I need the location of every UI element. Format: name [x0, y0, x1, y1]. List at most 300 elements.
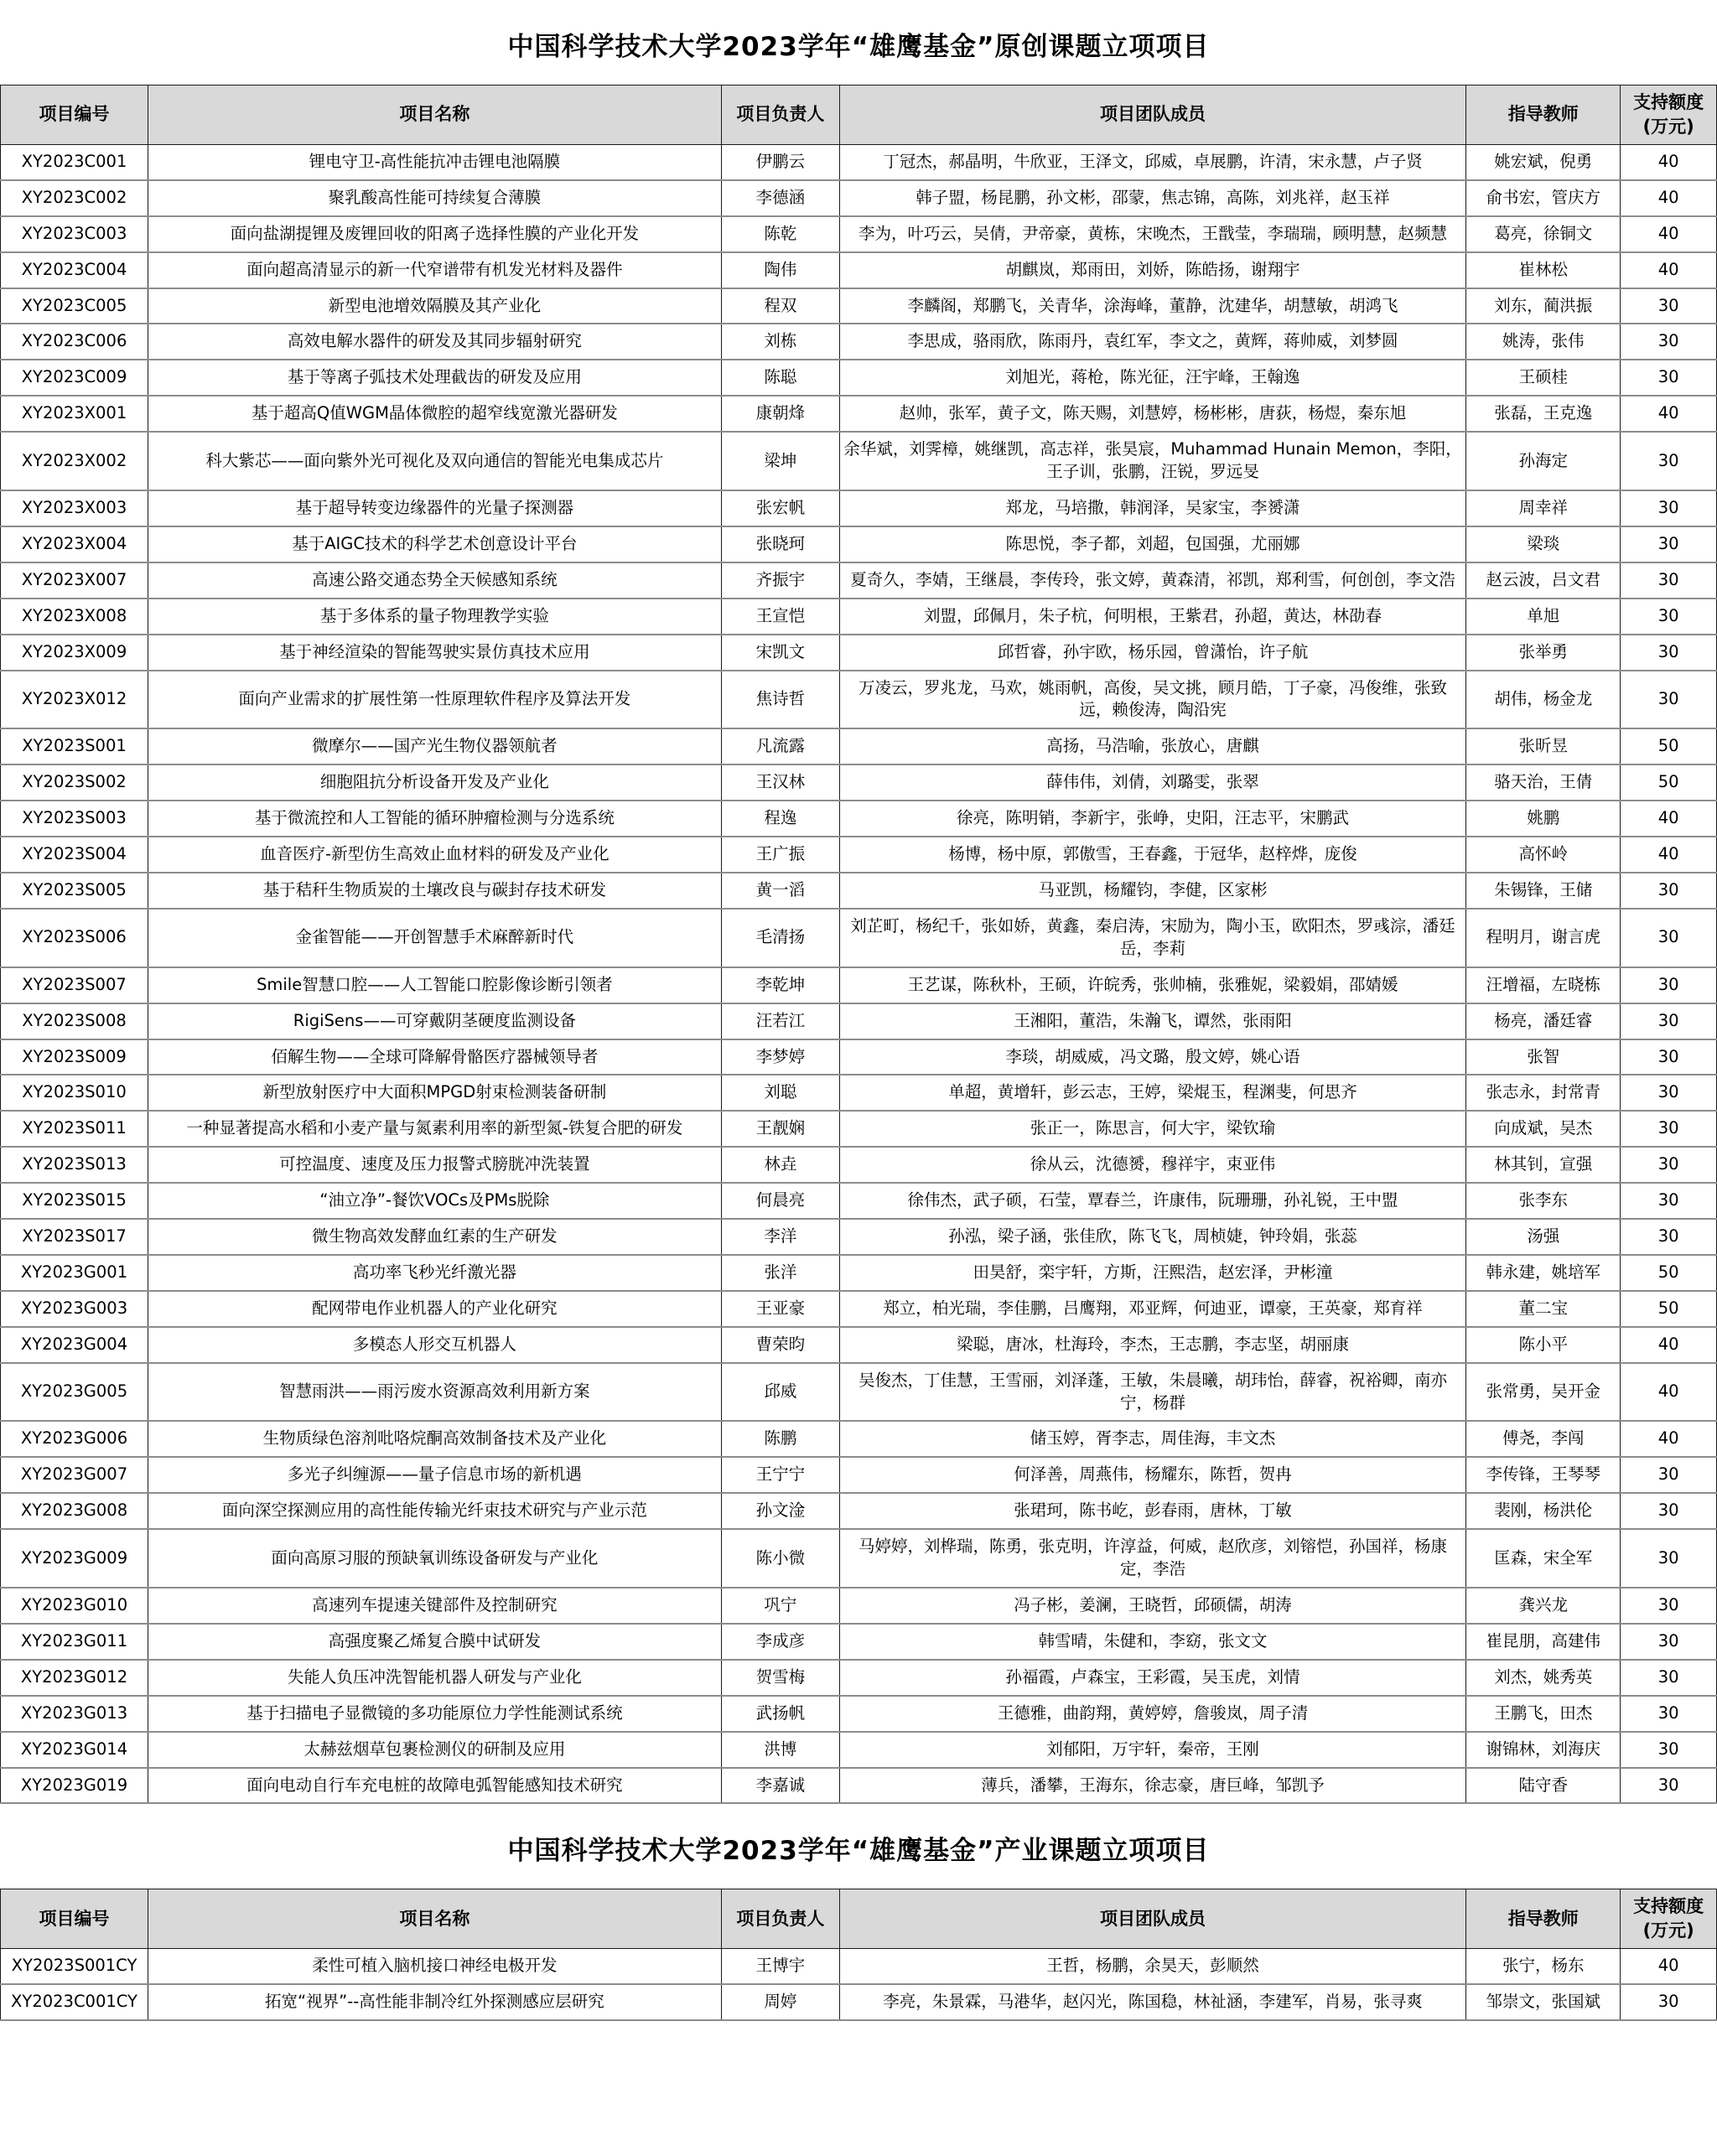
table2-title: 中国科学技术大学2023学年“雄鹰基金”产业课题立项项目 — [507, 1836, 1210, 1867]
header-project-id: 项目编号 — [1, 86, 148, 145]
cell-project-leader: 曹荣昀 — [721, 1327, 839, 1363]
cell-project-id: XY2023X002 — [1, 432, 148, 490]
cell-team-members: 单超，黄增轩，彭云志，王婷，梁焜玉，程渊斐，何思齐 — [839, 1075, 1465, 1111]
cell-advisor: 裴刚，杨洪伦 — [1466, 1493, 1621, 1529]
cell-project-leader: 陈乾 — [721, 216, 839, 252]
cell-project-leader: 李梦婷 — [721, 1039, 839, 1075]
cell-project-leader: 汪若江 — [721, 1003, 839, 1039]
table-row — [1, 837, 1717, 873]
table-row — [1, 1732, 1717, 1768]
cell-project-name: 面向超高清显示的新一代窄谱带有机发光材料及器件 — [148, 252, 722, 288]
cell-project-id: XY2023X008 — [1, 599, 148, 635]
cell-team-members: 万凌云，罗兆龙，马欢，姚雨帆，高俊，吴文挑，顾月皓，丁子豪，冯俊维，张致远，赖俊涛，陶沿宪 — [839, 671, 1465, 729]
cell-project-id: XY2023S002 — [1, 764, 148, 801]
cell-support-amount: 40 — [1621, 1327, 1717, 1363]
table-row — [1, 764, 1717, 801]
header-project-name: 项目名称 — [148, 86, 722, 145]
table-row — [1, 801, 1717, 837]
cell-advisor: 程明月，谢言虎 — [1466, 909, 1621, 967]
cell-project-leader: 康朝烽 — [721, 396, 839, 432]
cell-support-amount: 30 — [1621, 1219, 1717, 1255]
cell-team-members: 高扬，马浩喻，张放心，唐麒 — [839, 728, 1465, 764]
cell-project-name: 柔性可植入脑机接口神经电极开发 — [148, 1949, 722, 1984]
cell-advisor: 王硕桂 — [1466, 360, 1621, 396]
cell-support-amount: 30 — [1621, 1768, 1717, 1804]
table-row — [1, 526, 1717, 562]
cell-support-amount: 40 — [1621, 180, 1717, 216]
cell-project-id: XY2023S009 — [1, 1039, 148, 1075]
cell-project-id: XY2023C002 — [1, 180, 148, 216]
cell-project-leader: 贺雪梅 — [721, 1660, 839, 1696]
cell-advisor: 向成斌，吴杰 — [1466, 1111, 1621, 1147]
cell-project-name: “油立净”-餐饮VOCs及PMs脱除 — [148, 1183, 722, 1219]
table-row — [1, 1255, 1717, 1291]
cell-team-members: 赵帅，张军，黄子文，陈天赐，刘慧婷，杨彬彬，唐荻，杨煜，秦东旭 — [839, 396, 1465, 432]
cell-team-members: 吴俊杰，丁佳慧，王雪丽，刘泽蓬，王敏，朱晨曦，胡玮怡，薛睿，祝裕卿，南亦宁，杨群 — [839, 1363, 1465, 1422]
cell-project-name: 拓宽“视界”--高性能非制冷红外探测感应层研究 — [148, 1984, 722, 2020]
cell-support-amount: 30 — [1621, 562, 1717, 599]
cell-advisor: 崔昆朋，高建伟 — [1466, 1624, 1621, 1660]
cell-advisor: 孙海定 — [1466, 432, 1621, 490]
cell-advisor: 王鹏飞，田杰 — [1466, 1696, 1621, 1732]
cell-project-leader: 伊鹏云 — [721, 144, 839, 179]
cell-project-id: XY2023C005 — [1, 288, 148, 324]
cell-project-name: 血音医疗-新型仿生高效止血材料的研发及产业化 — [148, 837, 722, 873]
cell-project-id: XY2023C004 — [1, 252, 148, 288]
cell-project-id: XY2023X003 — [1, 490, 148, 526]
cell-project-id: XY2023S004 — [1, 837, 148, 873]
header-advisor: 指导教师 — [1466, 1889, 1621, 1949]
cell-project-leader: 邱威 — [721, 1363, 839, 1422]
cell-project-name: 高强度聚乙烯复合膜中试研发 — [148, 1624, 722, 1660]
table-row — [1, 216, 1717, 252]
cell-support-amount: 30 — [1621, 1588, 1717, 1624]
cell-project-id: XY2023G001 — [1, 1255, 148, 1291]
cell-team-members: 冯子彬，姜澜，王晓哲，邱硕儒，胡涛 — [839, 1588, 1465, 1624]
cell-project-name: 高功率飞秒光纤激光器 — [148, 1255, 722, 1291]
cell-project-name: 微生物高效发酵血红素的生产研发 — [148, 1219, 722, 1255]
table-row — [1, 1660, 1717, 1696]
cell-advisor: 匡森，宋全军 — [1466, 1529, 1621, 1588]
cell-project-name: 面向深空探测应用的高性能传输光纤束技术研究与产业示范 — [148, 1493, 722, 1529]
cell-team-members: 丁冠杰，郝晶明，牛欣亚，王泽文，邱威，卓展鹏，许清，宋永慧，卢子贤 — [839, 144, 1465, 179]
cell-advisor: 张举勇 — [1466, 635, 1621, 671]
cell-project-leader: 宋凯文 — [721, 635, 839, 671]
cell-project-name: RigiSens——可穿戴阴茎硬度监测设备 — [148, 1003, 722, 1039]
cell-project-leader: 张晓珂 — [721, 526, 839, 562]
cell-project-leader: 刘栋 — [721, 324, 839, 360]
cell-support-amount: 30 — [1621, 599, 1717, 635]
cell-team-members: 王艺谋，陈秋朴，王硕，许皖秀，张帅楠，张雅妮，梁毅娟，邵婧媛 — [839, 967, 1465, 1003]
cell-team-members: 郑立，柏光瑞，李佳鹏，吕鹰翔，邓亚辉，何迪亚，谭豪，王英豪，郑育祥 — [839, 1291, 1465, 1327]
cell-team-members: 刘郁阳，万宇轩，秦帝，王刚 — [839, 1732, 1465, 1768]
header-project-leader: 项目负责人 — [721, 1889, 839, 1949]
cell-project-leader: 王宁宁 — [721, 1457, 839, 1493]
table-row — [1, 562, 1717, 599]
cell-team-members: 徐从云，沈德赟，穆祥宇，束亚伟 — [839, 1147, 1465, 1183]
table2-body — [1, 1949, 1717, 2020]
cell-team-members: 李思成，骆雨欣，陈雨丹，袁红军，李文之，黄辉，蒋帅威，刘梦圆 — [839, 324, 1465, 360]
cell-project-name: 面向高原习服的预缺氧训练设备研发与产业化 — [148, 1529, 722, 1588]
table-row — [1, 728, 1717, 764]
cell-team-members: 薄兵，潘攀，王海东，徐志豪，唐巨峰，邹凯予 — [839, 1768, 1465, 1804]
cell-team-members: 梁聪，唐冰，杜海玲，李杰，王志鹏，李志坚，胡丽康 — [839, 1327, 1465, 1363]
cell-support-amount: 30 — [1621, 360, 1717, 396]
cell-support-amount: 30 — [1621, 1732, 1717, 1768]
table-row — [1, 1147, 1717, 1183]
header-project-leader: 项目负责人 — [721, 86, 839, 145]
cell-support-amount: 30 — [1621, 1111, 1717, 1147]
cell-project-leader: 周婷 — [721, 1984, 839, 2020]
cell-project-leader: 陈聪 — [721, 360, 839, 396]
cell-project-name: 面向产业需求的扩展性第一性原理软件程序及算法开发 — [148, 671, 722, 729]
cell-advisor: 刘东，蔺洪振 — [1466, 288, 1621, 324]
cell-advisor: 葛亮，徐铜文 — [1466, 216, 1621, 252]
cell-project-id: XY2023X007 — [1, 562, 148, 599]
cell-advisor: 陈小平 — [1466, 1327, 1621, 1363]
cell-project-name: 金雀智能——开创智慧手术麻醉新时代 — [148, 909, 722, 967]
table-row — [1, 1363, 1717, 1422]
table-row — [1, 1624, 1717, 1660]
cell-advisor: 李传锋，王琴琴 — [1466, 1457, 1621, 1493]
cell-support-amount: 30 — [1621, 324, 1717, 360]
cell-advisor: 单旭 — [1466, 599, 1621, 635]
table-row — [1, 1075, 1717, 1111]
cell-project-name: 细胞阻抗分析设备开发及产业化 — [148, 764, 722, 801]
cell-team-members: 韩雪晴，朱健和，李窈，张文文 — [839, 1624, 1465, 1660]
cell-support-amount: 40 — [1621, 144, 1717, 179]
cell-team-members: 王德雅，曲韵翔，黄婷婷，詹骏岚，周子清 — [839, 1696, 1465, 1732]
cell-advisor: 董二宝 — [1466, 1291, 1621, 1327]
table-row — [1, 599, 1717, 635]
cell-project-name: 多模态人形交互机器人 — [148, 1327, 722, 1363]
cell-project-leader: 李乾坤 — [721, 967, 839, 1003]
cell-team-members: 刘盟，邱佩月，朱子杭，何明根，王紫君，孙超，黄达，林劭春 — [839, 599, 1465, 635]
cell-support-amount: 30 — [1621, 288, 1717, 324]
cell-project-id: XY2023G013 — [1, 1696, 148, 1732]
cell-project-leader: 李成彦 — [721, 1624, 839, 1660]
cell-project-leader: 刘聪 — [721, 1075, 839, 1111]
cell-project-leader: 王广振 — [721, 837, 839, 873]
cell-team-members: 王湘阳，董浩，朱瀚飞，谭然，张雨阳 — [839, 1003, 1465, 1039]
cell-project-leader: 齐振宇 — [721, 562, 839, 599]
cell-team-members: 徐伟杰，武子硕，石莹，覃春兰，许康伟，阮珊珊，孙礼锐，王中盟 — [839, 1183, 1465, 1219]
cell-team-members: 余华斌，刘霁樟，姚继凯，高志祥，张昊宸，Muhammad Hunain Memon，李阳，王子训，张鹏，汪锐，罗远旻 — [839, 432, 1465, 490]
cell-advisor: 张昕昱 — [1466, 728, 1621, 764]
cell-project-id: XY2023G014 — [1, 1732, 148, 1768]
cell-project-name: 可控温度、速度及压力报警式膀胱冲洗装置 — [148, 1147, 722, 1183]
table-row — [1, 1421, 1717, 1457]
cell-advisor: 张宁，杨东 — [1466, 1949, 1621, 1984]
cell-project-id: XY2023S011 — [1, 1111, 148, 1147]
cell-advisor: 胡伟，杨金龙 — [1466, 671, 1621, 729]
cell-support-amount: 30 — [1621, 1660, 1717, 1696]
cell-support-amount: 50 — [1621, 764, 1717, 801]
table-row — [1, 873, 1717, 909]
cell-project-id: XY2023C001 — [1, 144, 148, 179]
cell-advisor: 姚涛，张伟 — [1466, 324, 1621, 360]
cell-support-amount: 30 — [1621, 526, 1717, 562]
cell-project-name: 高效电解水器件的研发及其同步辐射研究 — [148, 324, 722, 360]
cell-project-name: 生物质绿色溶剂吡咯烷酮高效制备技术及产业化 — [148, 1421, 722, 1457]
cell-project-leader: 巩宁 — [721, 1588, 839, 1624]
cell-project-leader: 王汉林 — [721, 764, 839, 801]
table-row — [1, 909, 1717, 967]
cell-project-id: XY2023C006 — [1, 324, 148, 360]
cell-project-id: XY2023G011 — [1, 1624, 148, 1660]
table-original-projects — [0, 85, 1717, 1804]
cell-project-leader: 李嘉诚 — [721, 1768, 839, 1804]
cell-advisor: 汤强 — [1466, 1219, 1621, 1255]
cell-project-id: XY2023G008 — [1, 1493, 148, 1529]
cell-advisor: 周幸祥 — [1466, 490, 1621, 526]
cell-project-name: 基于AIGC技术的科学艺术创意设计平台 — [148, 526, 722, 562]
cell-team-members: 王哲，杨鹏，余昊天，彭顺然 — [839, 1949, 1465, 1984]
cell-project-leader: 何晨亮 — [721, 1183, 839, 1219]
table-row — [1, 967, 1717, 1003]
cell-project-leader: 黄一滔 — [721, 873, 839, 909]
cell-project-name: 智慧雨洪——雨污废水资源高效利用新方案 — [148, 1363, 722, 1422]
cell-project-leader: 程逸 — [721, 801, 839, 837]
cell-project-leader: 林垚 — [721, 1147, 839, 1183]
cell-advisor: 姚鹏 — [1466, 801, 1621, 837]
cell-advisor: 梁琰 — [1466, 526, 1621, 562]
cell-project-id: XY2023G019 — [1, 1768, 148, 1804]
cell-project-id: XY2023G009 — [1, 1529, 148, 1588]
cell-advisor: 姚宏斌，倪勇 — [1466, 144, 1621, 179]
cell-team-members: 张珺珂，陈书屹，彭春雨，唐林，丁敏 — [839, 1493, 1465, 1529]
table-row — [1, 1219, 1717, 1255]
table-row — [1, 490, 1717, 526]
cell-advisor: 张磊，王克逸 — [1466, 396, 1621, 432]
cell-support-amount: 30 — [1621, 1183, 1717, 1219]
cell-support-amount: 30 — [1621, 635, 1717, 671]
table-row — [1, 1768, 1717, 1804]
cell-support-amount: 30 — [1621, 1457, 1717, 1493]
cell-advisor: 谢锦林，刘海庆 — [1466, 1732, 1621, 1768]
cell-project-name: Smile智慧口腔——人工智能口腔影像诊断引领者 — [148, 967, 722, 1003]
cell-support-amount: 30 — [1621, 1624, 1717, 1660]
cell-support-amount: 50 — [1621, 1291, 1717, 1327]
cell-project-leader: 张宏帆 — [721, 490, 839, 526]
header-support-amount: 支持额度(万元) — [1621, 1889, 1717, 1949]
table-row — [1, 1183, 1717, 1219]
table-row — [1, 1984, 1717, 2020]
cell-support-amount: 30 — [1621, 1696, 1717, 1732]
cell-support-amount: 40 — [1621, 216, 1717, 252]
cell-advisor: 张李东 — [1466, 1183, 1621, 1219]
table-row — [1, 1493, 1717, 1529]
cell-project-leader: 张洋 — [721, 1255, 839, 1291]
cell-support-amount: 30 — [1621, 909, 1717, 967]
cell-project-id: XY2023G010 — [1, 1588, 148, 1624]
table-row — [1, 360, 1717, 396]
cell-support-amount: 30 — [1621, 1003, 1717, 1039]
table1-header-row — [1, 86, 1717, 145]
table-row — [1, 1291, 1717, 1327]
cell-team-members: 马婷婷，刘桦瑞，陈勇，张克明，许淳益，何威，赵欣彦，刘镕恺，孙国祥，杨康定，李浩 — [839, 1529, 1465, 1588]
cell-project-leader: 孙文淦 — [721, 1493, 839, 1529]
cell-team-members: 邱哲睿，孙宇欧，杨乐园，曾潇怡，许子航 — [839, 635, 1465, 671]
cell-project-id: XY2023C009 — [1, 360, 148, 396]
cell-advisor: 张常勇，吴开金 — [1466, 1363, 1621, 1422]
cell-support-amount: 40 — [1621, 801, 1717, 837]
cell-team-members: 马亚凯，杨耀钧，李健，区家彬 — [839, 873, 1465, 909]
cell-support-amount: 30 — [1621, 1529, 1717, 1588]
cell-project-leader: 王亚豪 — [721, 1291, 839, 1327]
cell-project-id: XY2023S017 — [1, 1219, 148, 1255]
cell-project-name: 基于秸秆生物质炭的土壤改良与碳封存技术研发 — [148, 873, 722, 909]
cell-support-amount: 40 — [1621, 1421, 1717, 1457]
cell-project-id: XY2023S013 — [1, 1147, 148, 1183]
table-row — [1, 324, 1717, 360]
cell-project-name: 基于多体系的量子物理教学实验 — [148, 599, 722, 635]
table-industry-projects — [0, 1889, 1717, 2021]
table-row — [1, 432, 1717, 490]
cell-advisor: 朱锡锋，王储 — [1466, 873, 1621, 909]
cell-project-leader: 李洋 — [721, 1219, 839, 1255]
cell-advisor: 高怀岭 — [1466, 837, 1621, 873]
cell-project-id: XY2023S001 — [1, 728, 148, 764]
cell-project-name: 面向盐湖提锂及废锂回收的阳离子选择性膜的产业化开发 — [148, 216, 722, 252]
cell-project-name: 聚乳酸高性能可持续复合薄膜 — [148, 180, 722, 216]
cell-team-members: 李麟阁，郑鹏飞，关青华，涂海峰，董静，沈建华，胡慧敏，胡鸿飞 — [839, 288, 1465, 324]
cell-project-name: 新型电池增效隔膜及其产业化 — [148, 288, 722, 324]
cell-team-members: 孙福霞，卢森宝，王彩霞，吴玉虎，刘情 — [839, 1660, 1465, 1696]
cell-project-leader: 王靓娴 — [721, 1111, 839, 1147]
cell-team-members: 李亮，朱景霖，马港华，赵闪光，陈国稳，林祉涵，李建军，肖易，张寻爽 — [839, 1984, 1465, 2020]
cell-project-name: 配网带电作业机器人的产业化研究 — [148, 1291, 722, 1327]
cell-project-name: 基于等离子弧技术处理截齿的研发及应用 — [148, 360, 722, 396]
cell-team-members: 储玉婷，胥李志，周佳海，丰文杰 — [839, 1421, 1465, 1457]
cell-project-id: XY2023X001 — [1, 396, 148, 432]
cell-support-amount: 30 — [1621, 1984, 1717, 2020]
table-row — [1, 1696, 1717, 1732]
cell-project-leader: 陶伟 — [721, 252, 839, 288]
cell-project-name: 科大紫芯——面向紫外光可视化及双向通信的智能光电集成芯片 — [148, 432, 722, 490]
cell-advisor: 邹崇文，张国斌 — [1466, 1984, 1621, 2020]
cell-project-leader: 陈小微 — [721, 1529, 839, 1588]
header-team-members: 项目团队成员 — [839, 86, 1465, 145]
cell-project-name: 基于超导转变边缘器件的光量子探测器 — [148, 490, 722, 526]
cell-advisor: 杨亮，潘廷睿 — [1466, 1003, 1621, 1039]
cell-team-members: 徐亮，陈明销，李新宇，张峥，史阳，汪志平，宋鹏武 — [839, 801, 1465, 837]
header-team-members: 项目团队成员 — [839, 1889, 1465, 1949]
cell-support-amount: 30 — [1621, 1147, 1717, 1183]
cell-project-leader: 毛清扬 — [721, 909, 839, 967]
cell-project-id: XY2023S001CY — [1, 1949, 148, 1984]
cell-project-name: 微摩尔——国产光生物仪器领航者 — [148, 728, 722, 764]
cell-team-members: 何泽善，周燕伟，杨耀东，陈哲，贺冉 — [839, 1457, 1465, 1493]
cell-project-name: 基于神经渲染的智能驾驶实景仿真技术应用 — [148, 635, 722, 671]
table-row — [1, 252, 1717, 288]
cell-advisor: 韩永建，姚培军 — [1466, 1255, 1621, 1291]
cell-project-id: XY2023X012 — [1, 671, 148, 729]
cell-project-name: 基于扫描电子显微镜的多功能原位力学性能测试系统 — [148, 1696, 722, 1732]
cell-support-amount: 40 — [1621, 1363, 1717, 1422]
cell-project-name: 佰解生物——全球可降解骨骼医疗器械领导者 — [148, 1039, 722, 1075]
cell-support-amount: 30 — [1621, 432, 1717, 490]
cell-support-amount: 50 — [1621, 728, 1717, 764]
header-project-id: 项目编号 — [1, 1889, 148, 1949]
cell-project-id: XY2023G012 — [1, 1660, 148, 1696]
table-row — [1, 1039, 1717, 1075]
cell-support-amount: 30 — [1621, 1493, 1717, 1529]
cell-project-id: XY2023X009 — [1, 635, 148, 671]
cell-team-members: 张正一，陈思言，何大宇，梁钦瑜 — [839, 1111, 1465, 1147]
table-row — [1, 144, 1717, 179]
cell-project-name: 面向电动自行车充电桩的故障电弧智能感知技术研究 — [148, 1768, 722, 1804]
cell-project-id: XY2023S015 — [1, 1183, 148, 1219]
cell-project-leader: 洪博 — [721, 1732, 839, 1768]
cell-support-amount: 50 — [1621, 1255, 1717, 1291]
header-advisor: 指导教师 — [1466, 86, 1621, 145]
cell-team-members: 胡麒岚，郑雨田，刘娇，陈皓扬，谢翔宇 — [839, 252, 1465, 288]
cell-team-members: 杨博，杨中原，郭傲雪，王春鑫，于冠华，赵梓烨，庞俊 — [839, 837, 1465, 873]
cell-project-leader: 王博宇 — [721, 1949, 839, 1984]
cell-project-id: XY2023C001CY — [1, 1984, 148, 2020]
table-row — [1, 671, 1717, 729]
cell-project-id: XY2023S003 — [1, 801, 148, 837]
cell-team-members: 郑龙，马培撒，韩润泽，吴家宝，李赟潇 — [839, 490, 1465, 526]
cell-project-leader: 李德涵 — [721, 180, 839, 216]
cell-advisor: 赵云波，吕文君 — [1466, 562, 1621, 599]
cell-team-members: 李为，叶巧云，吴倩，尹帝豪，黄栋，宋晚杰，王戬莹，李瑞瑞，顾明慧，赵频慧 — [839, 216, 1465, 252]
header-project-name: 项目名称 — [148, 1889, 722, 1949]
cell-project-leader: 王宣恺 — [721, 599, 839, 635]
cell-project-name: 新型放射医疗中大面积MPGD射束检测装备研制 — [148, 1075, 722, 1111]
cell-team-members: 刘芷町，杨纪千，张如娇，黄鑫，秦启涛，宋励为，陶小玉，欧阳杰，罗彧淙，潘廷岳，李莉 — [839, 909, 1465, 967]
cell-project-id: XY2023G003 — [1, 1291, 148, 1327]
table2-header-row — [1, 1889, 1717, 1949]
cell-project-name: 高速公路交通态势全天候感知系统 — [148, 562, 722, 599]
cell-project-id: XY2023X004 — [1, 526, 148, 562]
table-row — [1, 1003, 1717, 1039]
cell-team-members: 陈思悦，李子都，刘超，包国强，尤丽娜 — [839, 526, 1465, 562]
cell-project-id: XY2023S010 — [1, 1075, 148, 1111]
cell-support-amount: 40 — [1621, 396, 1717, 432]
cell-advisor: 傅尧，李闯 — [1466, 1421, 1621, 1457]
cell-project-id: XY2023S007 — [1, 967, 148, 1003]
cell-advisor: 刘杰，姚秀英 — [1466, 1660, 1621, 1696]
cell-advisor: 崔林松 — [1466, 252, 1621, 288]
cell-advisor: 林其钊，宣强 — [1466, 1147, 1621, 1183]
table-row — [1, 288, 1717, 324]
cell-advisor: 俞书宏，管庆方 — [1466, 180, 1621, 216]
cell-project-leader: 焦诗哲 — [721, 671, 839, 729]
cell-support-amount: 40 — [1621, 252, 1717, 288]
cell-project-id: XY2023S006 — [1, 909, 148, 967]
cell-project-name: 多光子纠缠源——量子信息市场的新机遇 — [148, 1457, 722, 1493]
cell-project-name: 一种显著提高水稻和小麦产量与氮素利用率的新型氮-铁复合肥的研发 — [148, 1111, 722, 1147]
cell-advisor: 陆守香 — [1466, 1768, 1621, 1804]
cell-support-amount: 30 — [1621, 1039, 1717, 1075]
table-row — [1, 396, 1717, 432]
cell-project-name: 锂电守卫-高性能抗冲击锂电池隔膜 — [148, 144, 722, 179]
cell-project-id: XY2023C003 — [1, 216, 148, 252]
table-row — [1, 635, 1717, 671]
cell-project-leader: 陈鹏 — [721, 1421, 839, 1457]
cell-project-id: XY2023S005 — [1, 873, 148, 909]
cell-support-amount: 40 — [1621, 1949, 1717, 1984]
table1-body — [1, 144, 1717, 1803]
cell-advisor: 汪增福，左晓栋 — [1466, 967, 1621, 1003]
table-row — [1, 1529, 1717, 1588]
cell-project-id: XY2023G004 — [1, 1327, 148, 1363]
table-row — [1, 1327, 1717, 1363]
cell-project-name: 太赫兹烟草包裹检测仪的研制及应用 — [148, 1732, 722, 1768]
cell-support-amount: 30 — [1621, 671, 1717, 729]
